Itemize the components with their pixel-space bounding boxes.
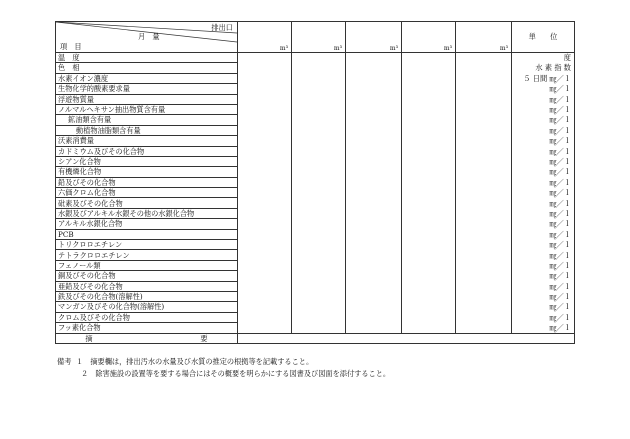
value-cell[interactable] xyxy=(346,167,402,177)
value-cell[interactable] xyxy=(292,208,346,218)
item-name: フェノール類 xyxy=(56,260,238,270)
value-cell[interactable] xyxy=(456,167,512,177)
value-cell[interactable] xyxy=(292,115,346,125)
notes xyxy=(57,356,390,380)
table-row xyxy=(56,53,575,63)
value-cell[interactable] xyxy=(346,198,402,208)
value-cell[interactable] xyxy=(292,302,346,312)
value-cell[interactable] xyxy=(292,281,346,291)
item-name: フッ素化合物 xyxy=(56,323,238,333)
table-row xyxy=(56,136,575,146)
value-cell[interactable] xyxy=(238,240,292,250)
value-cell[interactable] xyxy=(292,136,346,146)
value-cell[interactable] xyxy=(346,281,402,291)
unit-cell: 水 素 指 数 xyxy=(512,63,575,73)
table-row xyxy=(56,115,575,125)
note-1: １ 摘要欄は，排出汚水の水量及び水質の推定の根拠等を記載すること。 xyxy=(75,357,314,366)
value-cell[interactable] xyxy=(456,312,512,322)
value-cell[interactable] xyxy=(346,125,402,135)
item-name: 水素イオン濃度 xyxy=(56,73,238,83)
value-cell[interactable] xyxy=(402,156,456,166)
table-row xyxy=(56,219,575,229)
value-cell[interactable] xyxy=(402,291,456,301)
value-cell[interactable] xyxy=(292,260,346,270)
value-cell[interactable] xyxy=(346,208,402,218)
value-cell[interactable] xyxy=(402,208,456,218)
value-cell[interactable] xyxy=(346,260,402,270)
table-row xyxy=(56,156,575,166)
table-row xyxy=(56,146,575,156)
unit-cell: ㎎／ｌ xyxy=(512,198,575,208)
table-row xyxy=(56,323,575,333)
item-name: 沃素消費量 xyxy=(56,136,238,146)
value-cell[interactable] xyxy=(402,94,456,104)
value-cell[interactable] xyxy=(456,281,512,291)
value-cell[interactable] xyxy=(402,104,456,114)
value-cell[interactable] xyxy=(238,198,292,208)
outlet-label: 排出口 xyxy=(211,23,233,32)
table-row xyxy=(56,84,575,94)
value-cell[interactable] xyxy=(292,229,346,239)
item-name: 水銀及びアルキル水銀その他の水銀化合物 xyxy=(56,208,238,218)
unit-cell: 度 xyxy=(512,53,575,63)
item-name: テトラクロロエチレン xyxy=(56,250,238,260)
value-cell[interactable] xyxy=(402,219,456,229)
value-cell[interactable] xyxy=(456,229,512,239)
value-cell[interactable] xyxy=(456,302,512,312)
volume-column-header: m³ xyxy=(292,22,346,53)
value-cell[interactable] xyxy=(402,240,456,250)
value-cell[interactable] xyxy=(346,73,402,83)
value-cell[interactable] xyxy=(402,53,456,63)
header-row xyxy=(56,22,575,53)
value-cell[interactable] xyxy=(238,84,292,94)
value-cell[interactable] xyxy=(456,115,512,125)
value-cell[interactable] xyxy=(402,146,456,156)
item-name: 鉛及びその化合物 xyxy=(56,177,238,187)
value-cell[interactable] xyxy=(346,271,402,281)
table-row xyxy=(56,281,575,291)
value-cell[interactable] xyxy=(292,94,346,104)
notes-label: 備考 xyxy=(57,357,72,366)
unit-cell: ㎎／ｌ xyxy=(512,115,575,125)
unit-cell: ㎎／ｌ xyxy=(512,177,575,187)
value-cell[interactable] xyxy=(238,281,292,291)
table-row xyxy=(56,94,575,104)
item-name: 亜鉛及びその化合物 xyxy=(56,281,238,291)
header-diagonal-cell xyxy=(56,22,238,53)
value-cell[interactable] xyxy=(238,125,292,135)
value-cell[interactable] xyxy=(456,63,512,73)
item-name: クロム及びその化合物 xyxy=(56,312,238,322)
value-cell[interactable] xyxy=(292,312,346,322)
table-row xyxy=(56,240,575,250)
value-cell[interactable] xyxy=(346,115,402,125)
value-cell[interactable] xyxy=(402,63,456,73)
volume-column-header: m³ xyxy=(402,22,456,53)
unit-cell: ㎎／ｌ xyxy=(512,323,575,333)
value-cell[interactable] xyxy=(456,136,512,146)
value-cell[interactable] xyxy=(238,115,292,125)
item-name: 動植物油脂類含有量 xyxy=(56,125,238,135)
table-row xyxy=(56,302,575,312)
table-row xyxy=(56,291,575,301)
value-cell[interactable] xyxy=(238,188,292,198)
value-cell[interactable] xyxy=(292,240,346,250)
value-cell[interactable] xyxy=(238,94,292,104)
value-cell[interactable] xyxy=(456,146,512,156)
value-cell[interactable] xyxy=(402,167,456,177)
unit-cell: ㎎／ｌ xyxy=(512,188,575,198)
item-name: 銅及びその化合物 xyxy=(56,271,238,281)
item-name: 砒素及びその化合物 xyxy=(56,198,238,208)
item-name: 生物化学的酸素要求量 xyxy=(56,84,238,94)
value-cell[interactable] xyxy=(292,167,346,177)
value-cell[interactable] xyxy=(456,53,512,63)
value-cell[interactable] xyxy=(456,208,512,218)
unit-cell: ㎎／ｌ xyxy=(512,219,575,229)
table-row xyxy=(56,260,575,270)
value-cell[interactable] xyxy=(456,125,512,135)
value-cell[interactable] xyxy=(346,229,402,239)
value-cell[interactable] xyxy=(402,260,456,270)
value-cell[interactable] xyxy=(238,271,292,281)
unit-cell: ㎎／ｌ xyxy=(512,156,575,166)
value-cell[interactable] xyxy=(292,219,346,229)
value-cell[interactable] xyxy=(292,156,346,166)
value-cell[interactable] xyxy=(292,73,346,83)
unit-cell: ㎎／ｌ xyxy=(512,260,575,270)
value-cell[interactable] xyxy=(456,177,512,187)
value-cell[interactable] xyxy=(292,177,346,187)
unit-cell: ㎎／ｌ xyxy=(512,271,575,281)
value-cell[interactable] xyxy=(402,136,456,146)
value-cell[interactable] xyxy=(346,250,402,260)
value-cell[interactable] xyxy=(456,73,512,83)
value-cell[interactable] xyxy=(292,271,346,281)
unit-cell: ㎎／ｌ xyxy=(512,146,575,156)
value-cell[interactable] xyxy=(346,219,402,229)
item-name: 鉱油類含有量 xyxy=(56,115,238,125)
value-cell[interactable] xyxy=(238,136,292,146)
value-cell[interactable] xyxy=(238,53,292,63)
value-cell[interactable] xyxy=(402,125,456,135)
item-name: トリクロロエチレン xyxy=(56,240,238,250)
value-cell[interactable] xyxy=(402,115,456,125)
table-row xyxy=(56,208,575,218)
value-cell[interactable] xyxy=(402,177,456,187)
unit-cell: ㎎／ｌ xyxy=(512,104,575,114)
unit-cell: ㎎／ｌ xyxy=(512,312,575,322)
value-cell[interactable] xyxy=(238,73,292,83)
value-cell[interactable] xyxy=(456,156,512,166)
unit-cell: ㎎／ｌ xyxy=(512,240,575,250)
value-cell[interactable] xyxy=(402,188,456,198)
unit-cell: ㎎／ｌ xyxy=(512,281,575,291)
item-name: 色 相 xyxy=(56,63,238,73)
table-row xyxy=(56,125,575,135)
unit-cell: ５ 日間 ㎎／ｌ xyxy=(512,73,575,83)
value-cell[interactable] xyxy=(346,302,402,312)
item-name: シアン化合物 xyxy=(56,156,238,166)
unit-cell: ㎎／ｌ xyxy=(512,136,575,146)
table-row xyxy=(56,73,575,83)
value-cell[interactable] xyxy=(402,73,456,83)
table-row xyxy=(56,250,575,260)
item-name: マンガン及びその化合物(溶解性) xyxy=(56,302,238,312)
item-name: 鉄及びその化合物(溶解性) xyxy=(56,291,238,301)
value-cell[interactable] xyxy=(238,229,292,239)
value-cell[interactable] xyxy=(456,219,512,229)
value-cell[interactable] xyxy=(238,104,292,114)
value-cell[interactable] xyxy=(346,177,402,187)
value-cell[interactable] xyxy=(292,125,346,135)
value-cell[interactable] xyxy=(456,198,512,208)
value-cell[interactable] xyxy=(238,250,292,260)
value-cell[interactable] xyxy=(346,53,402,63)
item-name: ノルマルヘキサン抽出物質含有量 xyxy=(56,104,238,114)
value-cell[interactable] xyxy=(238,167,292,177)
item-name: カドミウム及びその化合物 xyxy=(56,146,238,156)
water-quality-table xyxy=(55,21,575,344)
value-cell[interactable] xyxy=(292,146,346,156)
value-cell[interactable] xyxy=(402,323,456,333)
note-2: ２ 除害施設の設置等を要する場合にはその概要を明らかにする図書及び図面を添付すること。 xyxy=(81,369,391,378)
value-cell[interactable] xyxy=(292,188,346,198)
value-cell[interactable] xyxy=(346,63,402,73)
value-cell[interactable] xyxy=(238,302,292,312)
value-cell[interactable] xyxy=(402,229,456,239)
table-row xyxy=(56,198,575,208)
summary-field[interactable] xyxy=(238,333,575,343)
value-cell[interactable] xyxy=(402,250,456,260)
value-cell[interactable] xyxy=(346,240,402,250)
value-cell[interactable] xyxy=(456,250,512,260)
value-cell[interactable] xyxy=(238,208,292,218)
value-cell[interactable] xyxy=(456,291,512,301)
value-cell[interactable] xyxy=(456,240,512,250)
value-cell[interactable] xyxy=(456,94,512,104)
value-cell[interactable] xyxy=(238,177,292,187)
value-cell[interactable] xyxy=(456,84,512,94)
item-name: 有機燐化合物 xyxy=(56,167,238,177)
value-cell[interactable] xyxy=(456,323,512,333)
value-cell[interactable] xyxy=(292,84,346,94)
value-cell[interactable] xyxy=(402,312,456,322)
unit-cell: ㎎／ｌ xyxy=(512,84,575,94)
value-cell[interactable] xyxy=(292,63,346,73)
value-cell[interactable] xyxy=(238,219,292,229)
value-cell[interactable] xyxy=(402,84,456,94)
unit-cell: ㎎／ｌ xyxy=(512,229,575,239)
unit-cell: ㎎／ｌ xyxy=(512,125,575,135)
value-cell[interactable] xyxy=(402,302,456,312)
summary-label: 摘 要 xyxy=(56,333,238,343)
item-label: 項 目 xyxy=(60,41,82,51)
value-cell[interactable] xyxy=(346,136,402,146)
value-cell[interactable] xyxy=(346,94,402,104)
value-cell[interactable] xyxy=(238,260,292,270)
unit-column-header: 単 位 xyxy=(512,22,575,53)
value-cell[interactable] xyxy=(346,146,402,156)
value-cell[interactable] xyxy=(346,156,402,166)
value-cell[interactable] xyxy=(238,156,292,166)
unit-cell: ㎎／ｌ xyxy=(512,208,575,218)
value-cell[interactable] xyxy=(292,250,346,260)
value-cell[interactable] xyxy=(292,104,346,114)
unit-cell: ㎎／ｌ xyxy=(512,291,575,301)
unit-cell: ㎎／ｌ xyxy=(512,250,575,260)
item-name: 六価クロム化合物 xyxy=(56,188,238,198)
value-cell[interactable] xyxy=(238,63,292,73)
unit-cell: ㎎／ｌ xyxy=(512,302,575,312)
table-row xyxy=(56,63,575,73)
value-cell[interactable] xyxy=(456,104,512,114)
value-cell[interactable] xyxy=(456,260,512,270)
value-cell[interactable] xyxy=(238,291,292,301)
value-cell[interactable] xyxy=(402,198,456,208)
value-cell[interactable] xyxy=(346,104,402,114)
volume-column-header: m³ xyxy=(456,22,512,53)
value-cell[interactable] xyxy=(238,323,292,333)
volume-column-header: m³ xyxy=(346,22,402,53)
value-cell[interactable] xyxy=(292,291,346,301)
value-cell[interactable] xyxy=(402,271,456,281)
value-cell[interactable] xyxy=(346,84,402,94)
summary-row xyxy=(56,333,575,343)
table-row xyxy=(56,104,575,114)
value-cell[interactable] xyxy=(456,188,512,198)
unit-cell: ㎎／ｌ xyxy=(512,167,575,177)
table-row xyxy=(56,229,575,239)
table-row xyxy=(56,177,575,187)
value-cell[interactable] xyxy=(238,146,292,156)
value-cell[interactable] xyxy=(456,271,512,281)
unit-cell: ㎎／ｌ xyxy=(512,94,575,104)
item-name: PCB xyxy=(56,229,238,239)
value-cell[interactable] xyxy=(346,312,402,322)
month-label: 月 量 xyxy=(138,32,160,41)
value-cell[interactable] xyxy=(402,281,456,291)
value-cell[interactable] xyxy=(346,188,402,198)
value-cell[interactable] xyxy=(346,291,402,301)
table-row xyxy=(56,167,575,177)
table-row xyxy=(56,312,575,322)
value-cell[interactable] xyxy=(292,198,346,208)
item-name: 浮遊物質量 xyxy=(56,94,238,104)
item-name: アルキル水銀化合物 xyxy=(56,219,238,229)
value-cell[interactable] xyxy=(292,53,346,63)
value-cell[interactable] xyxy=(238,312,292,322)
volume-column-header: m³ xyxy=(238,22,292,53)
item-name: 温 度 xyxy=(56,53,238,63)
value-cell[interactable] xyxy=(292,323,346,333)
table-row xyxy=(56,188,575,198)
value-cell[interactable] xyxy=(346,323,402,333)
table-row xyxy=(56,271,575,281)
